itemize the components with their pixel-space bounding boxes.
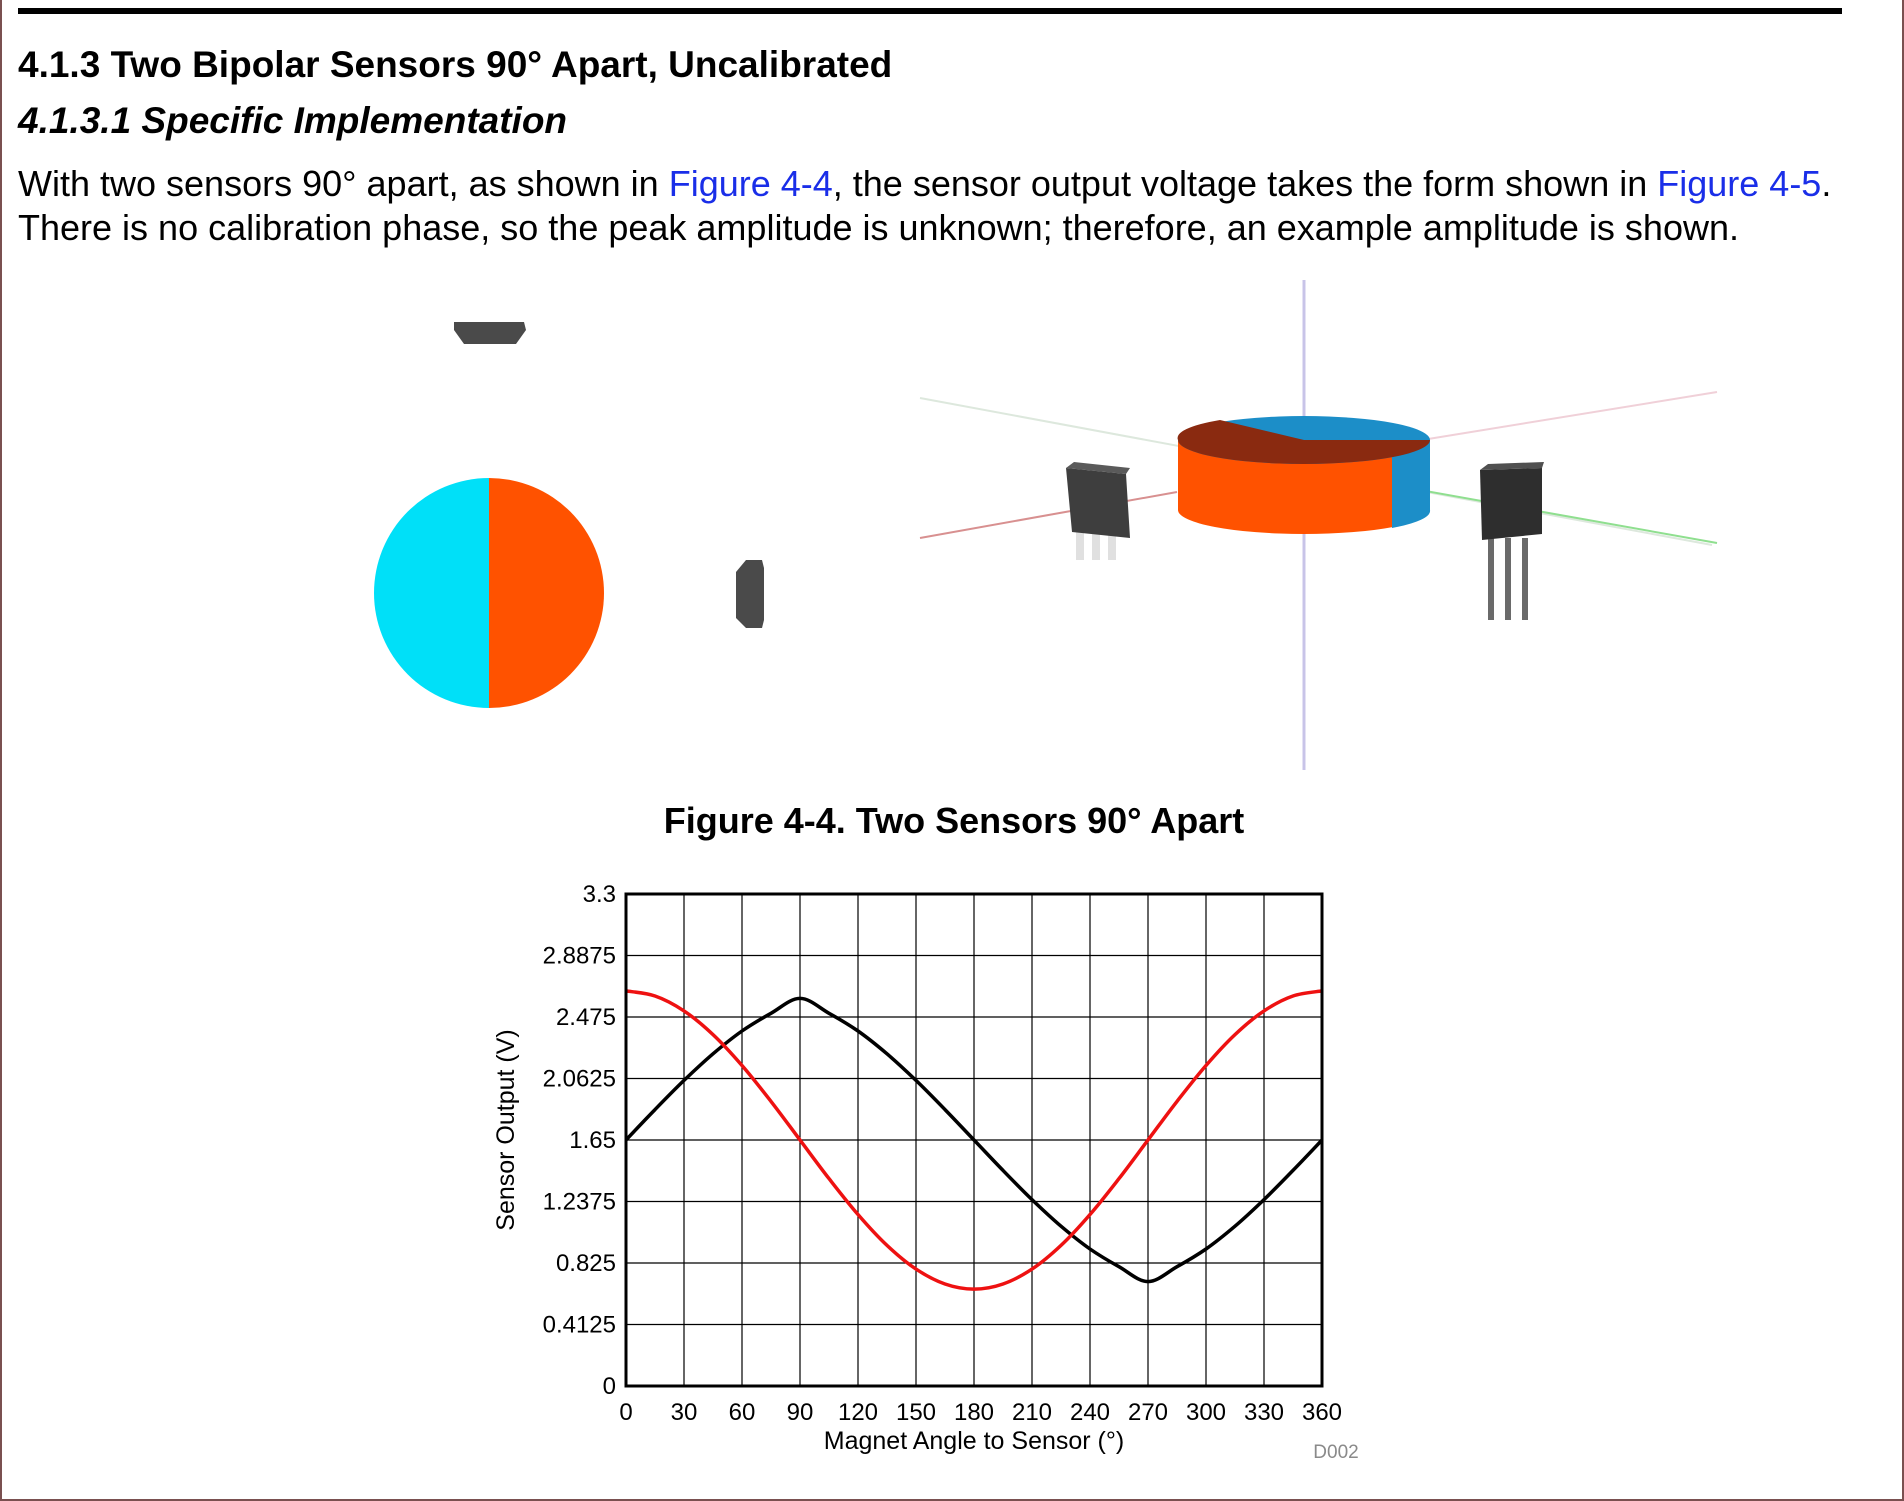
x-tick-labels <box>619 1399 1342 1426</box>
x-tick-label: 240 <box>1069 1399 1111 1426</box>
y-tick-label: 1.2375 <box>542 1188 616 1216</box>
x-tick-label: 150 <box>895 1399 937 1426</box>
x-tick-label: 30 <box>670 1399 698 1426</box>
subsection-heading: 4.1.3.1 Specific Implementation <box>18 100 568 141</box>
y-tick-label: 2.0625 <box>542 1065 616 1093</box>
y-tick-label: 3.3 <box>582 881 616 908</box>
x-tick-label: 0 <box>619 1399 633 1426</box>
x-tick-label: 210 <box>1011 1399 1053 1426</box>
y-tick-label: 0.825 <box>555 1250 616 1277</box>
x-tick-label: 90 <box>786 1399 814 1426</box>
y-axis-label: Sensor Output (V) <box>492 1029 520 1231</box>
y-tick-label: 1.65 <box>569 1127 616 1154</box>
figure-4-5-link[interactable]: Figure 4-5 <box>1657 163 1822 204</box>
x-tick-label: 300 <box>1185 1399 1227 1426</box>
y-tick-label: 0 <box>602 1373 616 1400</box>
y-tick-label: 2.475 <box>555 1004 616 1031</box>
x-axis-label: Magnet Angle to Sensor (°) <box>823 1427 1125 1455</box>
paragraph-text: , the sensor output voltage takes the form shown in <box>832 163 1658 204</box>
figure-4-4-link[interactable]: Figure 4-4 <box>668 163 833 204</box>
paragraph-text: With two sensors 90° apart, as shown in <box>18 163 669 204</box>
x-tick-label: 180 <box>953 1399 995 1426</box>
y-tick-labels <box>543 881 616 1400</box>
sensor-output-chart <box>2 0 1904 1501</box>
figure-4-4-caption: Figure 4-4. Two Sensors 90° Apart <box>663 800 1245 841</box>
paragraph-text: . There is no calibration phase, so the peak amplitude is unknown; therefore, an example amplitude is shown. <box>18 163 1832 248</box>
y-tick-label: 0.4125 <box>542 1311 616 1339</box>
x-tick-label: 270 <box>1127 1399 1169 1426</box>
x-tick-label: 360 <box>1301 1399 1343 1426</box>
x-tick-label: 60 <box>728 1399 756 1426</box>
y-tick-label: 2.8875 <box>542 942 616 970</box>
x-tick-label: 330 <box>1243 1399 1285 1426</box>
x-tick-label: 120 <box>837 1399 879 1426</box>
section-heading: 4.1.3 Two Bipolar Sensors 90° Apart, Uncalibrated <box>18 44 893 85</box>
figure-code: D002 <box>1313 1442 1359 1463</box>
